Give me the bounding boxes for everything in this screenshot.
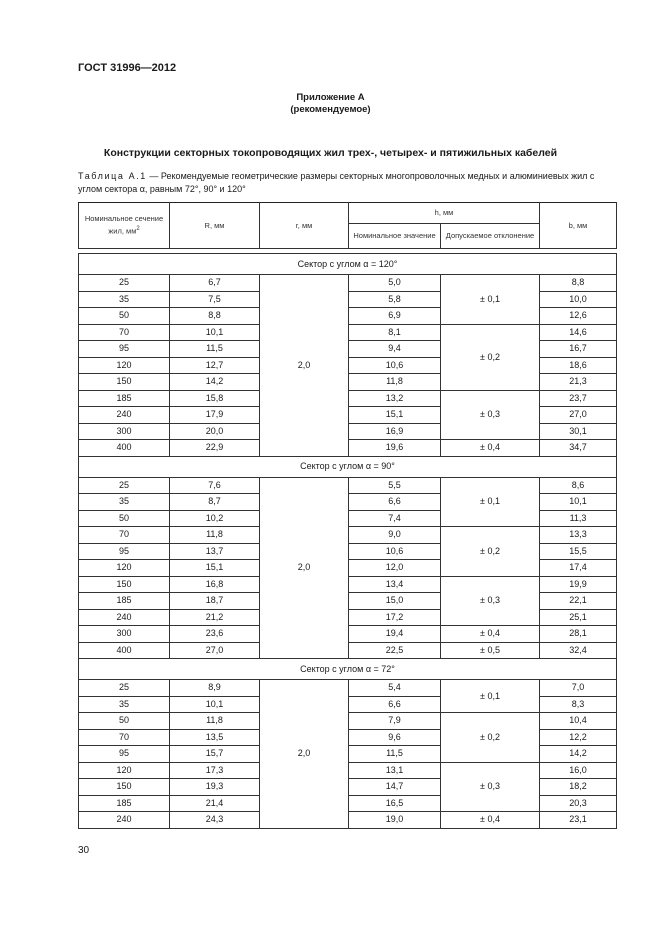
cell-R: 18,7 [170,593,260,610]
cell-r: 2,0 [260,275,349,457]
cell-R: 21,2 [170,609,260,626]
cell-b: 17,4 [540,560,617,577]
cell-h-nominal: 6,6 [349,696,441,713]
cell-h-nominal: 11,8 [349,374,441,391]
cell-cross-section: 400 [79,642,170,659]
cell-b: 8,3 [540,696,617,713]
cell-h-tolerance: ± 0,2 [441,713,540,763]
cell-b: 30,1 [540,423,617,440]
cell-h-nominal: 8,1 [349,324,441,341]
cell-h-nominal: 15,0 [349,593,441,610]
cell-b: 8,6 [540,477,617,494]
cell-h-nominal: 17,2 [349,609,441,626]
header-h-tolerance: Допускаемое отклонение [441,224,540,249]
cell-h-tolerance: ± 0,5 [441,642,540,659]
cell-R: 24,3 [170,812,260,829]
header-cross-section: Номинальное сечение жил, $мм^2$ [79,203,170,249]
table-caption-label: Таблица А.1 [78,171,147,181]
section-title: Конструкции секторных токопроводящих жил трех-, четырех- и пятижильных кабелей [103,147,558,159]
cell-b: 13,3 [540,527,617,544]
cell-b: 34,7 [540,440,617,457]
cell-b: 19,9 [540,576,617,593]
cell-R: 13,5 [170,729,260,746]
sector-group-title: Сектор с углом α = 72° [79,659,617,680]
cell-b: 11,3 [540,510,617,527]
cell-h-nominal: 5,8 [349,291,441,308]
cell-R: 11,8 [170,527,260,544]
cell-cross-section: 95 [79,341,170,358]
cell-b: 10,1 [540,494,617,511]
cell-R: 15,7 [170,746,260,763]
document-code: ГОСТ 31996—2012 [78,62,177,74]
cell-R: 15,1 [170,560,260,577]
cell-cross-section: 35 [79,696,170,713]
cell-r: 2,0 [260,680,349,829]
cell-cross-section: 50 [79,308,170,325]
cell-R: 7,6 [170,477,260,494]
cell-cross-section: 25 [79,275,170,292]
cell-R: 13,7 [170,543,260,560]
cell-b: 12,2 [540,729,617,746]
cell-b: 14,2 [540,746,617,763]
cell-h-nominal: 6,6 [349,494,441,511]
sector-group-title: Сектор с углом α = 90° [79,456,617,477]
cell-cross-section: 70 [79,729,170,746]
cell-cross-section: 150 [79,779,170,796]
cell-h-tolerance: ± 0,1 [441,275,540,325]
cell-cross-section: 185 [79,593,170,610]
cell-b: 28,1 [540,626,617,643]
cell-R: 27,0 [170,642,260,659]
cell-R: 20,0 [170,423,260,440]
header-h-nominal: Номинальное значение [349,224,441,249]
cell-h-nominal: 10,6 [349,543,441,560]
cell-cross-section: 120 [79,762,170,779]
cell-cross-section: 95 [79,543,170,560]
cell-h-nominal: 5,4 [349,680,441,697]
cell-b: 18,6 [540,357,617,374]
cell-cross-section: 25 [79,680,170,697]
cell-cross-section: 150 [79,576,170,593]
cell-cross-section: 50 [79,510,170,527]
cell-cross-section: 300 [79,626,170,643]
cell-h-nominal: 13,2 [349,390,441,407]
cell-b: 7,0 [540,680,617,697]
cell-b: 23,7 [540,390,617,407]
cell-R: 11,8 [170,713,260,730]
cell-h-tolerance: ± 0,4 [441,812,540,829]
cell-h-tolerance: ± 0,2 [441,324,540,390]
cell-h-nominal: 5,0 [349,275,441,292]
cell-R: 14,2 [170,374,260,391]
sector-conductor-table [78,202,617,829]
cell-b: 10,0 [540,291,617,308]
cell-cross-section: 185 [79,795,170,812]
cell-b: 32,4 [540,642,617,659]
cell-h-nominal: 11,5 [349,746,441,763]
cell-h-tolerance: ± 0,3 [441,576,540,626]
cell-cross-section: 150 [79,374,170,391]
cell-h-tolerance: ± 0,2 [441,527,540,577]
cell-h-tolerance: ± 0,1 [441,680,540,713]
appendix-title: Приложение А [296,92,365,103]
cell-h-nominal: 6,9 [349,308,441,325]
table-row [79,680,617,697]
cell-R: 6,7 [170,275,260,292]
cell-cross-section: 400 [79,440,170,457]
cell-h-nominal: 13,1 [349,762,441,779]
header-r: r, мм [260,203,349,249]
cell-cross-section: 95 [79,746,170,763]
cell-R: 8,9 [170,680,260,697]
header-b: b, мм [540,203,617,249]
cell-h-nominal: 9,4 [349,341,441,358]
cell-cross-section: 35 [79,291,170,308]
cell-cross-section: 70 [79,527,170,544]
cell-b: 27,0 [540,407,617,424]
cell-h-nominal: 7,9 [349,713,441,730]
cell-R: 10,1 [170,324,260,341]
cell-h-nominal: 19,4 [349,626,441,643]
cell-r: 2,0 [260,477,349,659]
cell-b: 20,3 [540,795,617,812]
cell-h-nominal: 10,6 [349,357,441,374]
appendix-subtitle: (рекомендуемое) [290,104,371,115]
cell-b: 10,4 [540,713,617,730]
header-R: R, мм [170,203,260,249]
cell-b: 21,3 [540,374,617,391]
cell-h-nominal: 7,4 [349,510,441,527]
sector-group-title: Сектор с углом α = 120° [79,254,617,275]
cell-b: 16,7 [540,341,617,358]
cell-cross-section: 120 [79,357,170,374]
cell-R: 7,5 [170,291,260,308]
cell-cross-section: 70 [79,324,170,341]
cell-h-nominal: 14,7 [349,779,441,796]
cell-h-tolerance: ± 0,4 [441,626,540,643]
cell-R: 17,3 [170,762,260,779]
cell-b: 18,2 [540,779,617,796]
cell-h-nominal: 12,0 [349,560,441,577]
cell-h-nominal: 16,5 [349,795,441,812]
cell-b: 16,0 [540,762,617,779]
cell-h-tolerance: ± 0,1 [441,477,540,527]
cell-b: 25,1 [540,609,617,626]
cell-h-nominal: 19,6 [349,440,441,457]
cell-R: 19,3 [170,779,260,796]
table-caption [78,170,618,196]
cell-cross-section: 240 [79,812,170,829]
cell-R: 8,7 [170,494,260,511]
cell-R: 17,9 [170,407,260,424]
cell-b: 8,8 [540,275,617,292]
cell-h-nominal: 13,4 [349,576,441,593]
cell-R: 8,8 [170,308,260,325]
cell-h-nominal: 15,1 [349,407,441,424]
cell-R: 16,8 [170,576,260,593]
table-caption-text: — Рекомендуемые геометрические размеры секторных многопроволочных медных и алюминиевых жил с углом сектора α, равным 72°, 90° и 120° [78,171,595,194]
cell-h-nominal: 22,5 [349,642,441,659]
cell-cross-section: 120 [79,560,170,577]
cell-R: 15,8 [170,390,260,407]
header-h: h, мм [349,203,540,224]
cell-cross-section: 50 [79,713,170,730]
cell-cross-section: 185 [79,390,170,407]
cell-b: 14,6 [540,324,617,341]
cell-cross-section: 240 [79,609,170,626]
cell-R: 11,5 [170,341,260,358]
cell-cross-section: 240 [79,407,170,424]
cell-R: 22,9 [170,440,260,457]
cell-b: 22,1 [540,593,617,610]
cell-R: 10,2 [170,510,260,527]
cell-b: 12,6 [540,308,617,325]
cell-R: 21,4 [170,795,260,812]
cell-b: 23,1 [540,812,617,829]
page-number: 30 [78,845,90,856]
cell-h-nominal: 5,5 [349,477,441,494]
cell-h-tolerance: ± 0,3 [441,390,540,440]
table-row [79,477,617,494]
cell-h-nominal: 9,0 [349,527,441,544]
cell-h-nominal: 16,9 [349,423,441,440]
cell-R: 23,6 [170,626,260,643]
cell-cross-section: 35 [79,494,170,511]
cell-cross-section: 25 [79,477,170,494]
cell-R: 12,7 [170,357,260,374]
cell-h-nominal: 9,6 [349,729,441,746]
cell-b: 15,5 [540,543,617,560]
cell-h-nominal: 19,0 [349,812,441,829]
table-row [79,275,617,292]
cell-h-tolerance: ± 0,4 [441,440,540,457]
cell-cross-section: 300 [79,423,170,440]
cell-R: 10,1 [170,696,260,713]
cell-h-tolerance: ± 0,3 [441,762,540,812]
